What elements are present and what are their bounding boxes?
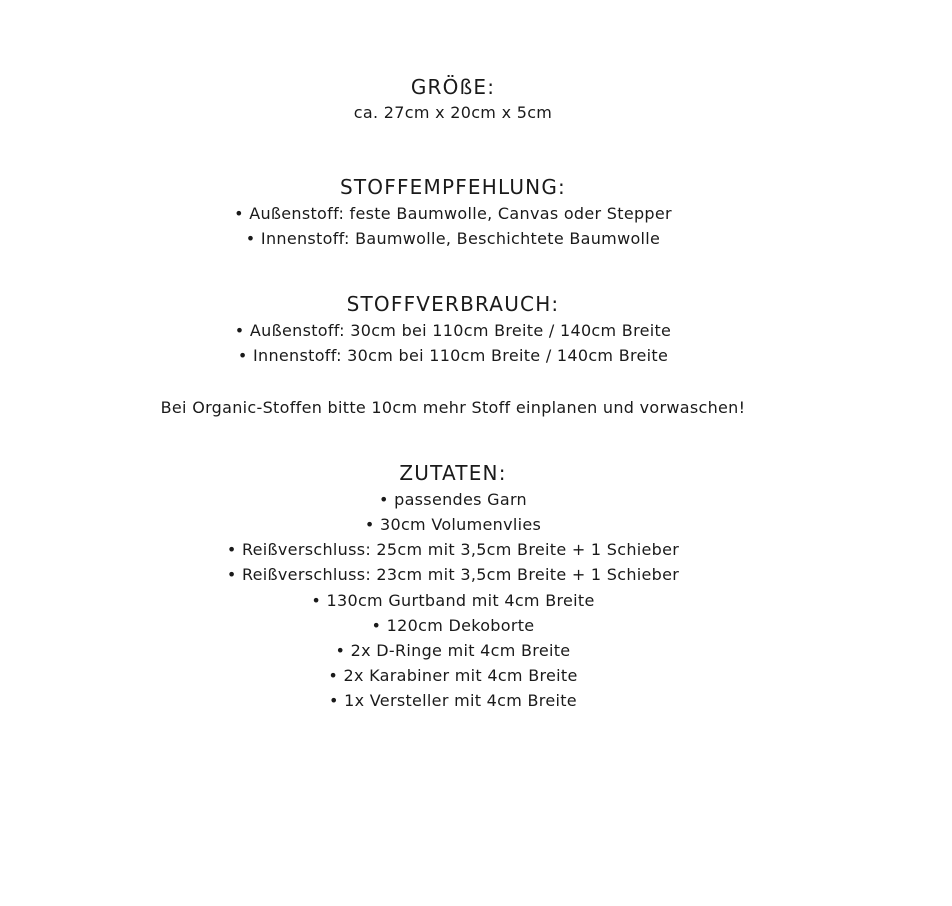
size-heading: GRÖßE:: [410, 75, 496, 99]
fabric-usage-item-inner: • Innenstoff: 30cm bei 110cm Breite / 140cm Breite: [0, 346, 906, 366]
ingredients-heading: ZUTATEN:: [399, 461, 507, 485]
ingredient-item: • Reißverschluss: 25cm mit 3,5cm Breite + 1 Schieber: [0, 540, 906, 560]
ingredient-item: • 2x D-Ringe mit 4cm Breite: [0, 641, 906, 661]
ingredient-item: • Reißverschluss: 23cm mit 3,5cm Breite + 1 Schieber: [0, 565, 906, 585]
fabric-recommendation-heading: STOFFEMPFEHLUNG:: [340, 175, 566, 199]
ingredient-item: • 120cm Dekoborte: [0, 616, 906, 636]
ingredient-item: • 1x Versteller mit 4cm Breite: [0, 691, 906, 711]
size-value: ca. 27cm x 20cm x 5cm: [353, 103, 553, 122]
ingredient-item: • 130cm Gurtband mit 4cm Breite: [0, 591, 906, 611]
fabric-usage-item-outer: • Außenstoff: 30cm bei 110cm Breite / 140cm Breite: [0, 321, 906, 341]
organic-fabric-note: Bei Organic-Stoffen bitte 10cm mehr Stoff einplanen und vorwaschen!: [160, 398, 746, 417]
ingredient-item: • 2x Karabiner mit 4cm Breite: [0, 666, 906, 686]
ingredient-item: • 30cm Volumenvlies: [0, 515, 906, 535]
fabric-recommendation-item-inner: • Innenstoff: Baumwolle, Beschichtete Baumwolle: [0, 229, 906, 249]
fabric-recommendation-item-outer: • Außenstoff: feste Baumwolle, Canvas oder Stepper: [0, 204, 906, 224]
fabric-usage-heading: STOFFVERBRAUCH:: [346, 292, 560, 316]
ingredient-item: • passendes Garn: [0, 490, 906, 510]
